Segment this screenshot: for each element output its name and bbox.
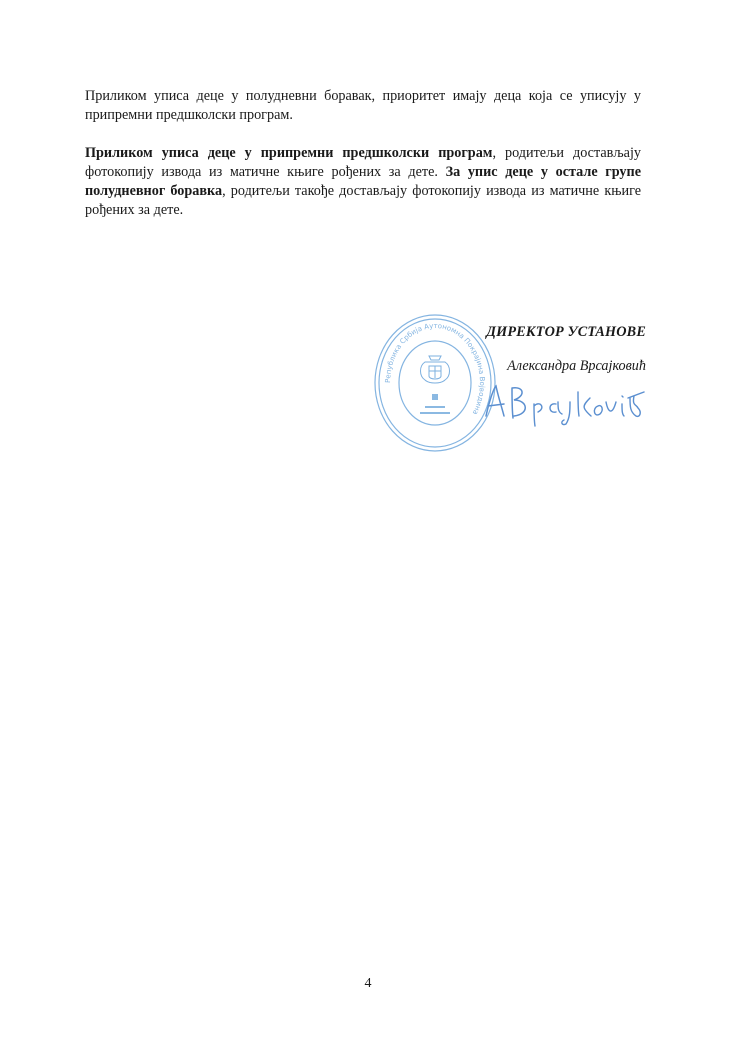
director-name: Александра Врсајковић [507,358,646,374]
paragraph-documents-bold-2: За упис деце у остале групе полудневног боравка [85,164,641,199]
handwritten-signature-icon [478,378,648,428]
paragraph-documents-text-1: , родитељи достављају фотокопију извода из матичне књиге рођених за дете. [85,145,641,180]
paragraph-documents-bold-1: Приликом уписа деце у припремни предшколски програм [85,145,493,161]
paragraph-documents [85,144,641,220]
stamp-outer-text: Република Србија Аутономна Покрајина Војводина [383,321,487,416]
paragraph-priority [85,87,641,125]
signature-block [360,308,660,468]
paragraph-documents-text-2: , родитељи такође достављају фотокопију извода из матичне књиге рођених за дете. [85,183,642,218]
paragraph-priority-text: Приликом уписа деце у полудневни боравак, приоритет имају деца која се уписују у припремни предшколски програм. [85,88,641,123]
director-title: ДИРЕКТОР УСТАНОВЕ [486,324,646,340]
page-number: 4 [364,976,372,991]
